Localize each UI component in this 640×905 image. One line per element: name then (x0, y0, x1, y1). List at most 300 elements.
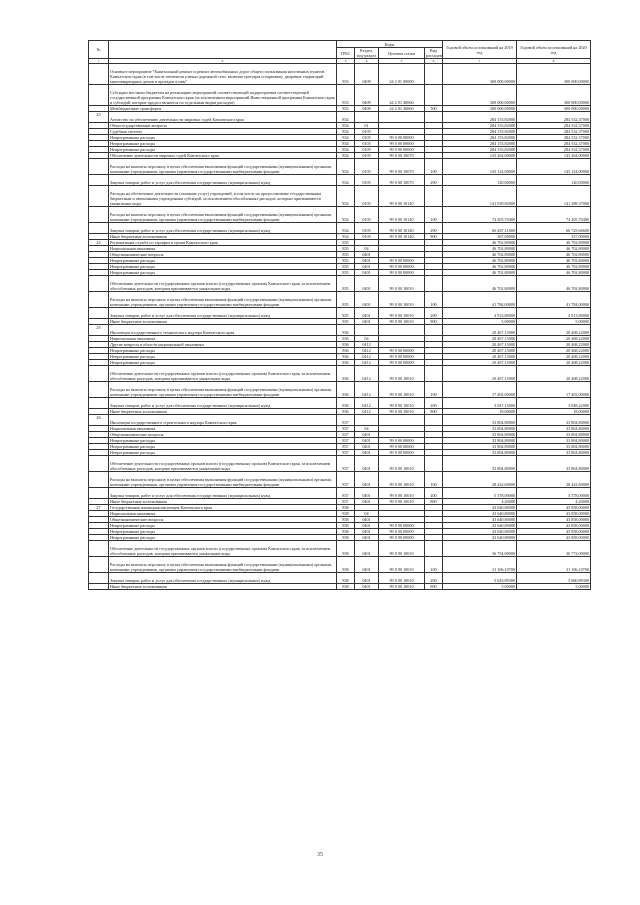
row-number (89, 207, 109, 223)
row-razdel: 0401 (355, 258, 379, 264)
row-target-article: 99 0 00 00000 (379, 135, 425, 141)
row-sum-2020: 357,00000 (517, 234, 591, 240)
row-sum-2020: 43 858,00000 (517, 511, 591, 517)
row-grbs: 835 (337, 319, 355, 325)
row-target-article: 99 0 00 00000 (379, 535, 425, 541)
row-target-article: 99 0 00 10010 (379, 557, 425, 573)
row-name: Расходы на выплаты персоналу в целях обеспечения выполнения функций государственными (муниципальными) органами, казенными учреждениями, органами управления государственными внебюджетными фондами (109, 207, 337, 223)
row-target-article (379, 415, 425, 426)
row-grbs: 838 (337, 584, 355, 590)
row-grbs: 835 (337, 308, 355, 319)
row-grbs: 836 (337, 360, 355, 366)
row-number: 25 (89, 325, 109, 336)
row-sum-2019: 20 467,15000 (443, 325, 517, 336)
row-name: Агентство по обеспечению деятельности мировых судей Камчатского края (109, 112, 337, 123)
row-grbs: 837 (337, 488, 355, 499)
row-target-article: 99 0 00 00000 (379, 141, 425, 147)
row-target-article: 99 0 00 10070 (379, 153, 425, 159)
row-razdel: 0412 (355, 360, 379, 366)
table-row (89, 472, 591, 488)
row-razdel: 0401 (355, 270, 379, 276)
row-name: Иные бюджетные ассигнования (109, 234, 337, 240)
row-razdel (355, 415, 379, 426)
row-sum-2019: 43 640,80000 (443, 517, 517, 523)
row-sum-2020: 18,00000 (517, 409, 591, 415)
row-razdel: 0401 (355, 444, 379, 450)
row-name: Обеспечение деятельности государственных органов власти (государственных органов) Камчатского края, за исключением обособленных расходов, которым присваиваются уникальные коды (109, 366, 337, 382)
row-target-article: 99 0 00 00000 (379, 450, 425, 456)
row-razdel: 0401 (355, 488, 379, 499)
row-name: Общеэкономические вопросы (109, 252, 337, 258)
row-expense-type: 800 (425, 584, 443, 590)
row-grbs: 835 (337, 264, 355, 270)
row-sum-2020: 300 000,00000 (517, 64, 591, 85)
row-target-article: 24 2 01 40060 (379, 85, 425, 106)
row-sum-2020: 28 422,60000 (517, 472, 591, 488)
row-sum-2020: 41 784,00000 (517, 292, 591, 308)
row-razdel: 0401 (355, 541, 379, 557)
row-name: Непрограммные расходы (109, 529, 337, 535)
row-razdel: 0401 (355, 432, 379, 438)
row-target-article: 99 0 00 10010 (379, 292, 425, 308)
table-row (89, 207, 591, 223)
table-row (89, 292, 591, 308)
row-grbs: 834 (337, 234, 355, 240)
row-number (89, 308, 109, 319)
row-expense-type: 100 (425, 207, 443, 223)
header-index-cell: 5 (379, 59, 425, 64)
table-row (89, 64, 591, 85)
row-sum-2019: 300 000,00000 (443, 64, 517, 85)
row-sum-2020: 4,20000 (517, 499, 591, 505)
row-expense-type: 800 (425, 234, 443, 240)
row-grbs: 834 (337, 186, 355, 207)
row-razdel: 0105 (355, 223, 379, 234)
row-expense-type (425, 85, 443, 106)
table-row (89, 186, 591, 207)
row-sum-2020: 43 858,00000 (517, 535, 591, 541)
row-grbs: 838 (337, 529, 355, 535)
row-expense-type: 200 (425, 308, 443, 319)
row-sum-2020: 31 106,10700 (517, 557, 591, 573)
row-sum-2019: 43 640,80000 (443, 529, 517, 535)
row-grbs: 837 (337, 432, 355, 438)
row-number (89, 64, 109, 85)
row-sum-2020: 5 660,89300 (517, 573, 591, 584)
row-grbs: 834 (337, 123, 355, 129)
row-target-article: 99 0 00 00000 (379, 529, 425, 535)
row-razdel: 0105 (355, 207, 379, 223)
row-razdel: 0105 (355, 135, 379, 141)
row-name: Непрограммные расходы (109, 360, 337, 366)
table-row (89, 175, 591, 186)
row-target-article: 99 0 00 10140 (379, 234, 425, 240)
row-name: Обеспечение деятельности государственных органов власти (государственных органов) Камчатского края, за исключением обособленных расходов, которым присваиваются уникальные коды (109, 456, 337, 472)
row-name: Непрограммные расходы (109, 264, 337, 270)
row-razdel: 0401 (355, 472, 379, 488)
row-razdel: 04 (355, 246, 379, 252)
row-grbs: 835 (337, 252, 355, 258)
row-sum-2019: 4 913,80000 (443, 308, 517, 319)
row-grbs: 836 (337, 366, 355, 382)
row-sum-2020: 4 913,80000 (517, 308, 591, 319)
row-number: 23 (89, 112, 109, 123)
row-sum-2019: 5,00000 (443, 584, 517, 590)
row-sum-2019: 46 702,80000 (443, 270, 517, 276)
table-row (89, 366, 591, 382)
row-grbs: 836 (337, 325, 355, 336)
table-row (89, 557, 591, 573)
row-sum-2019: 284 153,82000 (443, 141, 517, 147)
row-target-article: 99 0 00 10010 (379, 456, 425, 472)
row-grbs: 837 (337, 499, 355, 505)
header-number: № (89, 41, 109, 59)
row-expense-type: 800 (425, 409, 443, 415)
row-sum-2019: 20 467,15000 (443, 366, 517, 382)
row-target-article: 99 0 00 00000 (379, 258, 425, 264)
row-sum-2019: 18,00000 (443, 409, 517, 415)
row-number (89, 541, 109, 557)
row-grbs: 838 (337, 557, 355, 573)
row-expense-type: 100 (425, 292, 443, 308)
row-grbs: 838 (337, 523, 355, 529)
row-grbs: 837 (337, 426, 355, 432)
row-name: Непрограммные расходы (109, 135, 337, 141)
table-row (89, 573, 591, 584)
header-index-cell: 8 (517, 59, 591, 64)
row-sum-2020: 33 804,80000 (517, 426, 591, 432)
row-sum-2020: 5,00000 (517, 584, 591, 590)
row-sum-2020: 5 378,00000 (517, 488, 591, 499)
row-name: Непрограммные расходы (109, 444, 337, 450)
row-name: Расходы на выплаты персоналу в целях обеспечения выполнения функций государственными (муниципальными) органами, казенными учреждениями, органами управления государственными внебюджетными фондами (109, 159, 337, 175)
row-razdel: 04 (355, 511, 379, 517)
row-target-article: 99 0 00 00000 (379, 523, 425, 529)
row-number (89, 276, 109, 292)
row-sum-2020: 36 772,00000 (517, 541, 591, 557)
row-target-article: 24 2 01 00000 (379, 64, 425, 85)
table-row (89, 325, 591, 336)
row-target-article: 99 0 00 10010 (379, 382, 425, 398)
header-index-cell: 3 (337, 59, 355, 64)
row-name: Непрограммные расходы (109, 450, 337, 456)
row-expense-type: 800 (425, 499, 443, 505)
row-target-article: 99 0 00 00000 (379, 438, 425, 444)
row-razdel: 0105 (355, 234, 379, 240)
row-expense-type: 800 (425, 319, 443, 325)
row-razdel: 01 (355, 123, 379, 129)
row-name: Обеспечение деятельности государственных органов власти (государственных органов) Камчатского края, за исключением обособленных расходов, которым присваиваются уникальные коды (109, 541, 337, 557)
header-csr: Целевая статья (379, 48, 425, 59)
row-grbs: 834 (337, 175, 355, 186)
row-sum-2020: 33 804,80000 (517, 438, 591, 444)
header-grbs: ГРБС (337, 48, 355, 59)
table-row (89, 488, 591, 499)
budget-table (88, 40, 591, 590)
row-razdel: 0401 (355, 276, 379, 292)
row-sum-2019: 17 402,00000 (443, 382, 517, 398)
row-sum-2020: 66 725,66600 (517, 223, 591, 234)
row-target-article (379, 112, 425, 123)
row-name: Другие вопросы в области национальной экономики (109, 342, 337, 348)
row-grbs: 838 (337, 535, 355, 541)
row-razdel: 0401 (355, 529, 379, 535)
row-number (89, 456, 109, 472)
row-razdel: 0412 (355, 398, 379, 409)
row-sum-2020: 46 702,80000 (517, 246, 591, 252)
row-target-article: 99 0 00 10010 (379, 541, 425, 557)
row-expense-type: 100 (425, 159, 443, 175)
row-sum-2020: 284 532,37000 (517, 135, 591, 141)
row-sum-2020: 120,00000 (517, 175, 591, 186)
row-grbs: 835 (337, 276, 355, 292)
row-grbs: 835 (337, 292, 355, 308)
row-razdel: 0401 (355, 308, 379, 319)
row-name: Иные бюджетные ассигнования (109, 409, 337, 415)
row-sum-2019: 284 153,82000 (443, 112, 517, 123)
row-expense-type (425, 456, 443, 472)
row-grbs: 836 (337, 342, 355, 348)
row-number (89, 186, 109, 207)
row-sum-2020: 46 702,80000 (517, 264, 591, 270)
row-grbs: 837 (337, 456, 355, 472)
row-name: Обеспечение деятельности мировых судей Камчатского края (109, 153, 337, 159)
row-number (89, 292, 109, 308)
row-number (89, 366, 109, 382)
row-number (89, 159, 109, 175)
row-name: Основное мероприятие "Капитальный ремонт и ремонт автомобильных дорог общего пользования населенных пунктов Камчатского края (в том числе элементов улично-дорожной сети, включая тротуары и парковки), дворовых территорий многоквартирных домов и проездов к ним" (109, 64, 337, 85)
table-row (89, 415, 591, 426)
row-razdel: 0401 (355, 499, 379, 505)
row-razdel: 0105 (355, 141, 379, 147)
row-sum-2019: 46 702,80000 (443, 276, 517, 292)
row-sum-2019: 5,00000 (443, 319, 517, 325)
row-grbs: 836 (337, 348, 355, 354)
row-razdel: 0401 (355, 573, 379, 584)
header-razdel: Раздел, под-раздел (355, 48, 379, 59)
row-sum-2019: 5 378,00000 (443, 488, 517, 499)
row-name: Закупка товаров, работ и услуг для обеспечения государственных (муниципальных) нужд (109, 223, 337, 234)
table-row (89, 584, 591, 590)
row-expense-type (425, 186, 443, 207)
row-grbs: 836 (337, 398, 355, 409)
row-razdel: 0409 (355, 106, 379, 112)
row-number (89, 175, 109, 186)
row-target-article (379, 325, 425, 336)
row-name: Закупка товаров, работ и услуг для обеспечения государственных (муниципальных) нужд (109, 308, 337, 319)
row-number (89, 584, 109, 590)
row-target-article: 99 0 00 10010 (379, 276, 425, 292)
row-razdel: 0401 (355, 584, 379, 590)
row-sum-2020: 284 532,37000 (517, 129, 591, 135)
row-number (89, 488, 109, 499)
row-razdel: 0105 (355, 153, 379, 159)
row-sum-2020: 143 264,00000 (517, 153, 591, 159)
row-sum-2020: 46 702,80000 (517, 252, 591, 258)
row-grbs: 834 (337, 147, 355, 153)
header-index-cell: 2 (109, 59, 337, 64)
row-name: Субсидии местным бюджетам на реализацию мероприятий соответствующей подпрограммы соответствующей государственной программы Камчатского края (за исключением мероприятий Инвестиционной программы Камчатского края и субсидий, которые предоставляются по отдельным видам расходов) (109, 85, 337, 106)
row-name: Непрограммные расходы (109, 141, 337, 147)
row-razdel: 0401 (355, 292, 379, 308)
row-grbs: 836 (337, 354, 355, 360)
row-sum-2019: 300 000,00000 (443, 85, 517, 106)
row-sum-2019: 284 153,82000 (443, 135, 517, 141)
header-sum-2019: Годовой объем ассигнований на 2019 год (443, 41, 517, 59)
row-sum-2020: 5,00000 (517, 319, 591, 325)
row-name: Государственная жилищная инспекция Камчатского края (109, 505, 337, 511)
row-name: Общеэкономические вопросы (109, 432, 337, 438)
row-name: Закупка товаров, работ и услуг для обеспечения государственных (муниципальных) нужд (109, 573, 337, 584)
row-grbs: 838 (337, 541, 355, 557)
row-sum-2019: 33 804,80000 (443, 426, 517, 432)
row-target-article: 99 0 00 10070 (379, 175, 425, 186)
row-grbs: 834 (337, 141, 355, 147)
row-target-article: 99 0 00 10010 (379, 584, 425, 590)
header-vr: Вид расходов (426, 48, 442, 58)
row-expense-type (425, 276, 443, 292)
row-number (89, 223, 109, 234)
header-sum-2020: Годовой объем ассигнований на 2020 год (517, 41, 591, 59)
row-grbs: 834 (337, 153, 355, 159)
row-sum-2019: 31 106,10700 (443, 557, 517, 573)
row-razdel: 0105 (355, 129, 379, 135)
row-sum-2020: 143 124,00000 (517, 159, 591, 175)
row-name: Непрограммные расходы (109, 348, 337, 354)
row-razdel: 0401 (355, 456, 379, 472)
row-sum-2019: 143 264,00000 (443, 153, 517, 159)
row-grbs: 837 (337, 444, 355, 450)
row-target-article: 24 2 01 40060 (379, 106, 425, 112)
budget-table-page (88, 40, 590, 590)
row-sum-2020: 20 468,22000 (517, 325, 591, 336)
row-grbs: 835 (337, 258, 355, 264)
row-target-article: 99 0 00 10010 (379, 398, 425, 409)
row-razdel: 0401 (355, 557, 379, 573)
row-razdel: 0412 (355, 382, 379, 398)
row-razdel: 0105 (355, 175, 379, 186)
row-sum-2019: 20 467,15000 (443, 360, 517, 366)
table-row (89, 308, 591, 319)
row-target-article: 99 0 00 00000 (379, 264, 425, 270)
table-row (89, 85, 591, 106)
row-sum-2019: 43 640,80000 (443, 505, 517, 511)
table-row (89, 223, 591, 234)
row-razdel: 0401 (355, 535, 379, 541)
row-sum-2019: 20 467,15000 (443, 348, 517, 354)
page-number: 35 (317, 852, 323, 858)
table-row (89, 276, 591, 292)
row-grbs: 836 (337, 409, 355, 415)
row-grbs: 838 (337, 511, 355, 517)
row-razdel: 0105 (355, 159, 379, 175)
row-sum-2019: 66 467,11600 (443, 223, 517, 234)
row-target-article: 99 0 00 10140 (379, 186, 425, 207)
row-expense-type: 200 (425, 223, 443, 234)
row-expense-type (425, 366, 443, 382)
row-name: Расходы на обеспечение деятельности (оказание услуг) учреждений, в том числе на предоставление государственным бюджетным и автономным учреждениям субсидий, за исключением обособленных расходов, которым присваиваются уникальные коды (109, 186, 337, 207)
row-sum-2020: 20 468,22000 (517, 336, 591, 342)
row-grbs: 835 (337, 240, 355, 246)
row-sum-2020: 20 468,22000 (517, 360, 591, 366)
row-sum-2020: 3 048,22000 (517, 398, 591, 409)
row-grbs: 834 (337, 135, 355, 141)
row-name: Обеспечение деятельности государственных органов власти (государственных органов) Камчатского края, за исключением обособленных расходов, которым присваиваются уникальные коды (109, 276, 337, 292)
row-sum-2019: 284 153,82000 (443, 129, 517, 135)
row-grbs: 833 (337, 106, 355, 112)
row-sum-2019: 36 754,00000 (443, 541, 517, 557)
row-name: Расходы на выплаты персоналу в целях обеспечения выполнения функций государственными (муниципальными) органами, казенными учреждениями, органами управления государственными внебюджетными фондами (109, 382, 337, 398)
row-name: Непрограммные расходы (109, 354, 337, 360)
row-sum-2020: 20 468,22000 (517, 348, 591, 354)
row-grbs: 834 (337, 207, 355, 223)
row-number: 27 (89, 505, 109, 511)
row-name: Расходы на выплаты персоналу в целях обеспечения выполнения функций государственными (муниципальными) органами, казенными учреждениями, органами управления государственными внебюджетными фондами (109, 472, 337, 488)
table-row (89, 159, 591, 175)
row-sum-2019: 28 422,60000 (443, 472, 517, 488)
row-razdel: 04 (355, 426, 379, 432)
row-target-article: 99 0 00 10010 (379, 319, 425, 325)
row-sum-2019: 46 702,80000 (443, 240, 517, 246)
row-sum-2020: 33 804,80000 (517, 415, 591, 426)
row-target-article: 99 0 00 00000 (379, 444, 425, 450)
row-razdel: 0409 (355, 85, 379, 106)
row-expense-type: 100 (425, 557, 443, 573)
row-name: Инспекция государственного технического надзора Камчатского края (109, 325, 337, 336)
row-sum-2020: 33 804,80000 (517, 456, 591, 472)
row-name: Иные бюджетные ассигнования (109, 319, 337, 325)
row-sum-2019: 46 702,80000 (443, 258, 517, 264)
header-index-cell: 4 (355, 59, 379, 64)
table-row (89, 112, 591, 123)
row-grbs: 834 (337, 112, 355, 123)
row-razdel: 0105 (355, 186, 379, 207)
row-sum-2019: 33 804,80000 (443, 432, 517, 438)
table-row (89, 398, 591, 409)
row-grbs: 835 (337, 270, 355, 276)
row-name: Общегосударственные вопросы (109, 123, 337, 129)
row-expense-type: 500 (425, 106, 443, 112)
row-sum-2019: 4,20000 (443, 499, 517, 505)
row-target-article: 99 0 00 10010 (379, 308, 425, 319)
row-name: Расходы на выплаты персоналу в целях обеспечения выполнения функций государственными (муниципальными) органами, казенными учреждениями, органами управления государственными внебюджетными фондами (109, 557, 337, 573)
table-row (89, 382, 591, 398)
row-sum-2019: 41 784,00000 (443, 292, 517, 308)
row-sum-2020: 46 702,80000 (517, 258, 591, 264)
row-number (89, 557, 109, 573)
row-sum-2020: 20 468,22000 (517, 354, 591, 360)
row-target-article: 99 0 00 00000 (379, 270, 425, 276)
row-sum-2019: 120,00000 (443, 175, 517, 186)
row-razdel: 0401 (355, 319, 379, 325)
row-sum-2019: 33 804,80000 (443, 450, 517, 456)
row-name: Межбюджетные трансферты (109, 106, 337, 112)
row-grbs: 835 (337, 246, 355, 252)
row-sum-2019: 284 153,82000 (443, 147, 517, 153)
row-sum-2019: 367,00000 (443, 234, 517, 240)
row-sum-2019: 143 124,00000 (443, 159, 517, 175)
row-sum-2020: 20 468,22000 (517, 366, 591, 382)
row-name: Закупка товаров, работ и услуг для обеспечения государственных (муниципальных) нужд (109, 488, 337, 499)
row-name: Непрограммные расходы (109, 270, 337, 276)
row-sum-2019: 43 640,80000 (443, 535, 517, 541)
row-sum-2019: 33 804,80000 (443, 438, 517, 444)
row-expense-type (425, 64, 443, 85)
row-name: Национальная экономика (109, 336, 337, 342)
row-target-article: 99 0 00 10070 (379, 159, 425, 175)
row-sum-2020: 33 804,80000 (517, 444, 591, 450)
row-expense-type: 200 (425, 175, 443, 186)
